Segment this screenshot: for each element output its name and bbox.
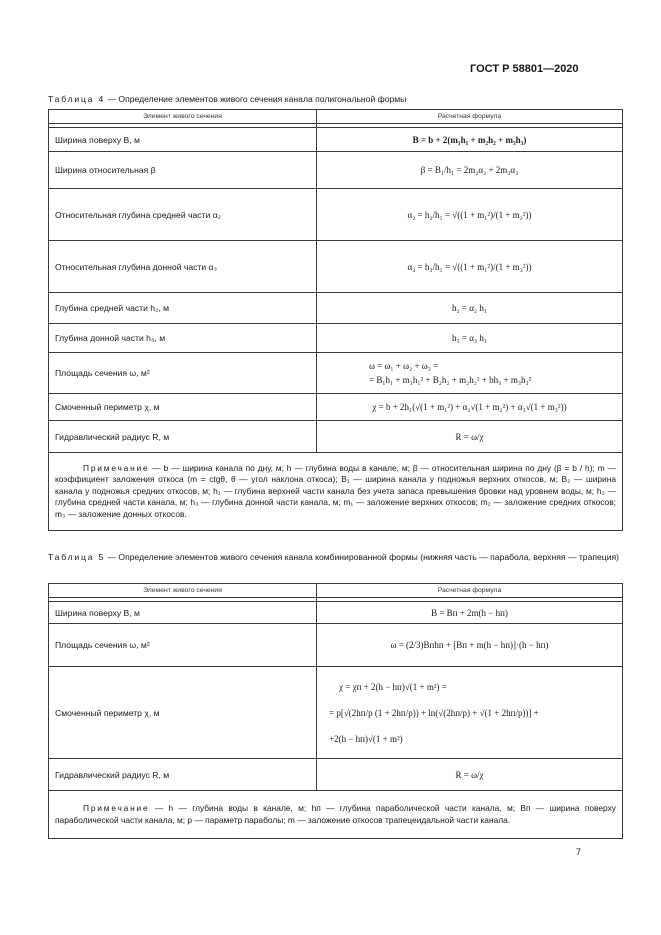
table-row <box>49 293 623 324</box>
table4-row-formula: β = B₁/h₁ = 2m₂α₂ + 2m₃α₃ <box>317 152 623 189</box>
table-row <box>49 324 623 353</box>
table-row <box>49 152 623 189</box>
table-row <box>49 353 623 394</box>
formula-line: = p[√(2hп/p (1 + 2hп/p)) + ln(√(2hп/p) + √(1 + 2hп/p))] + <box>329 707 539 718</box>
table4-row-element: Гидравлический радиус R, м <box>49 421 317 453</box>
table5-title: — Определение элементов живого сечения канала комбинированной формы (нижняя часть — парабола, верхняя — трапеция) <box>105 552 620 562</box>
table5-row-formula: ω = (2/3)Bпhп + [Bп + m(h − hп)]·(h − hп) <box>317 624 623 667</box>
table5-row-formula <box>317 667 623 759</box>
table-row <box>49 602 623 624</box>
formula-line: ω = ω₁ + ω₂ + ω₃ = <box>369 361 439 371</box>
table-row <box>49 624 623 667</box>
table5-header-row <box>49 584 623 598</box>
table5-label: Таблица 5 <box>48 552 106 562</box>
table-row <box>49 394 623 421</box>
note-label: Примечание <box>83 802 150 813</box>
table4-col-element: Элемент живого сечения <box>49 110 317 124</box>
table5-row-element: Гидравлический радиус R, м <box>49 759 317 791</box>
table4-row-element: Смоченный периметр χ, м <box>49 394 317 421</box>
table4-note <box>49 453 623 531</box>
table4-col-formula: Расчетная формула <box>317 110 623 124</box>
table4-row-formula: B = b + 2(m₁h₁ + m₂h₂ + m₃h₃) <box>317 128 623 152</box>
table-row <box>49 667 623 759</box>
table4-row-element: Площадь сечения ω, м² <box>49 353 317 394</box>
standard-header: ГОСТ Р 58801—2020 <box>470 63 579 75</box>
table4-header-row <box>49 110 623 124</box>
table5-row-formula: B = Bп + 2m(h − hп) <box>317 602 623 624</box>
table4-row-element: Ширина относительная β <box>49 152 317 189</box>
table5 <box>48 583 623 839</box>
table4-row-element: Глубина донной части h₃, м <box>49 324 317 353</box>
table-row <box>49 128 623 152</box>
table5-row-formula: R = ω/χ <box>317 759 623 791</box>
table4-row-element: Глубина средней части h₂, м <box>49 293 317 324</box>
table5-note-row <box>49 791 623 839</box>
formula-line: χ = χп + 2(h − hп)√(1 + m²) = <box>339 681 447 692</box>
table4-label: Таблица 4 <box>48 94 106 104</box>
table4-row-formula: h₃ = α₃ h₁ <box>317 324 623 353</box>
table4-row-element: Относительная глубина донной части α₃ <box>49 241 317 293</box>
note-text: — b — ширина канала по дну, м; h — глубина воды в канале, м; β — относительная ширина по дну (β = b / h); m — коэффициент заложения откоса (m = ctgθ, θ — угол наклона откоса); B₁ — ширина канала у подножья верхних откосов, м; B₂ — ширина канала у подножья средних откосов, м; h₁ — глубина верхней части канала без учета запаса превышения бровки над уровнем воды, м; h₂ — глубина средней части канала, м; h₃ — глубина донной части канала, м; m₁ — заложение верхних откосов; m₂ — заложение средних откосов; m₃ — заложение донных откосов. <box>55 462 616 519</box>
table5-col-formula: Расчетная формула <box>317 584 623 598</box>
note-label: Примечание <box>83 462 150 473</box>
table4-row-element: Ширина поверху B, м <box>49 128 317 152</box>
table5-col-element: Элемент живого сечения <box>49 584 317 598</box>
table4 <box>48 109 623 531</box>
table-row <box>49 421 623 453</box>
table4-note-row <box>49 453 623 531</box>
table5-row-element: Ширина поверху B, м <box>49 602 317 624</box>
note-text: — h — глубина воды в канале, м; hп — глубина параболической части канала, м; Bп — ширина поверху параболической части канала, м; p — параметр параболы; m — заложение откосов трапецеидальной части канала. <box>55 802 616 825</box>
table4-row-element: Относительная глубина средней части α₂ <box>49 189 317 241</box>
page-number: 7 <box>576 847 582 857</box>
table4-caption <box>48 93 623 106</box>
table5-row-element: Смоченный периметр χ, м <box>49 667 317 759</box>
table-row <box>49 241 623 293</box>
table4-row-formula <box>317 353 623 394</box>
table4-row-formula: α₃ = h₃/h₁ = √((1 + m₁²)/(1 + m₃²)) <box>317 241 623 293</box>
table5-caption <box>48 551 623 564</box>
table-row <box>49 759 623 791</box>
table-row <box>49 189 623 241</box>
table5-row-element: Площадь сечения ω, м² <box>49 624 317 667</box>
table4-row-formula: R = ω/χ <box>317 421 623 453</box>
table4-row-formula: h₂ = α₂ h₁ <box>317 293 623 324</box>
table4-title: — Определение элементов живого сечения канала полигональной формы <box>105 94 407 104</box>
formula-line: +2(h − hп)√(1 + m²) <box>329 733 403 744</box>
table5-note <box>49 791 623 839</box>
table4-row-formula: χ = b + 2h₁(√(1 + m₁²) + α₂√(1 + m₂²) + α₃√(1 + m₃²)) <box>317 394 623 421</box>
table4-row-formula: α₂ = h₂/h₁ = √((1 + m₁²)/(1 + m₂²)) <box>317 189 623 241</box>
formula-line: = B₁h₁ + m₁h₁² + B₂h₂ + m₂h₂² + bh₃ + m₃h₃² <box>369 375 532 385</box>
